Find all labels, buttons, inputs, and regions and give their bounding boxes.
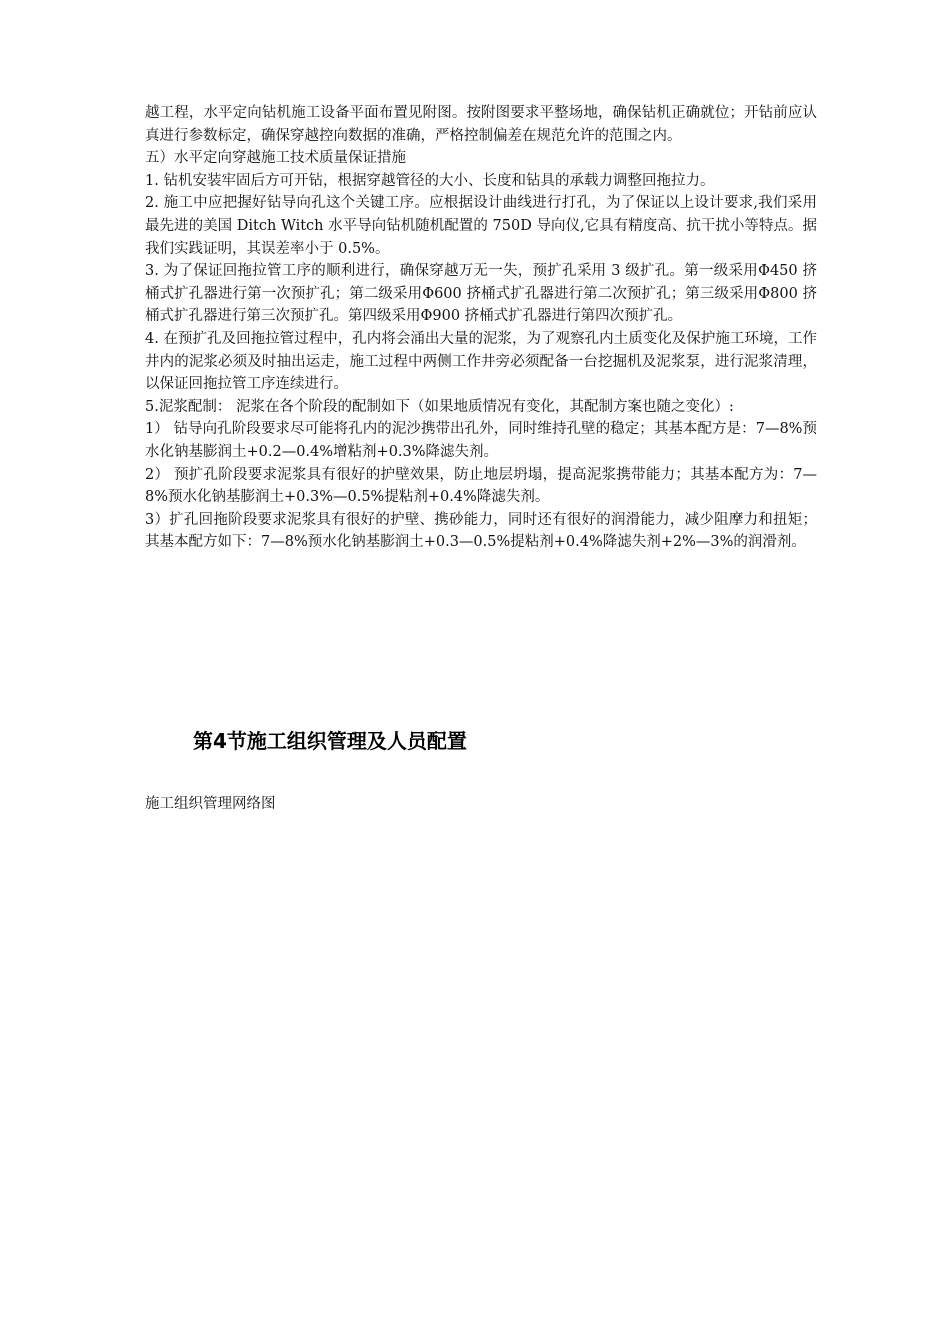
body-text bbox=[145, 102, 817, 554]
paragraph-subtitle: 五）水平定向穿越施工技术质量保证措施 bbox=[145, 150, 406, 167]
paragraph-mud-stage-3: 3）扩孔回拖阶段要求泥浆具有很好的护壁、携砂能力，同时还有很好的润滑能力，减少阻摩力和扭矩；其基本配方如下：7—8%预水化钠基膨润土+0.3—0.5%提粘剂+0.4%降滤失剂+2%—3%的润滑剂。 bbox=[145, 511, 817, 551]
paragraph-mud-stage-2: 2） 预扩孔阶段要求泥浆具有很好的护壁效果，防止地层坍塌，提高泥浆携带能力；其基本配方为：7—8%预水化钠基膨润土+0.3%—0.5%提粘剂+0.4%降滤失剂。 bbox=[145, 466, 817, 506]
figure-caption: 施工组织管理网络图 bbox=[145, 796, 276, 812]
paragraph-mud-stage-1: 1） 钻导向孔阶段要求尽可能将孔内的泥沙携带出孔外，同时维持孔壁的稳定；其基本配方是：7—8%预水化钠基膨润土+0.2—0.4%增粘剂+0.3%降滤失剂。 bbox=[145, 421, 817, 460]
paragraph-item-3: 3. 为了保证回拖拉管工序的顺利进行，确保穿越万无一失，预扩孔采用 3 级扩孔。第一级采用Φ450 挤桶式扩孔器进行第一次预扩孔；第二级采用Φ600 挤桶式扩孔器进行第二次预扩孔；第三级采用Φ800 挤桶式扩孔器进行第三次预扩孔。第四级采用Φ900 挤桶式扩孔器进行第四次预扩孔。 bbox=[145, 263, 817, 325]
paragraph-intro: 越工程，水平定向钻机施工设备平面布置见附图。按附图要求平整场地，确保钻机正确就位；开钻前应认真进行参数标定，确保穿越控向数据的准确，严格控制偏差在规范允许的范围之内。 bbox=[145, 105, 817, 144]
paragraph-item-1: 1. 钻机安装牢固后方可开钻，根据穿越管径的大小、长度和钻具的承载力调整回拖拉力。 bbox=[145, 172, 715, 189]
paragraph-item-5: 5.泥浆配制： 泥浆在各个阶段的配制如下（如果地质情况有变化，其配制方案也随之变化）: bbox=[145, 398, 734, 415]
paragraph-item-4: 4. 在预扩孔及回拖拉管过程中，孔内将会涌出大量的泥浆，为了观察孔内土质变化及保护施工环境，工作井内的泥浆必须及时抽出运走，施工过程中两侧工作井旁必须配备一台挖掘机及泥浆泵，进行泥浆清理，以保证回拖拉管工序连续进行。 bbox=[145, 330, 817, 393]
paragraph-item-2: 2. 施工中应把握好钻导向孔这个关键工序。应根据设计曲线进行打孔，为了保证以上设计要求,我们采用最先进的美国 Ditch Witch 水平导向钻机随机配置的 750D 导向仪,它具有精度高、抗干扰小等特点。据我们实践证明，其误差率小于 0.5%。 bbox=[145, 195, 817, 257]
section-heading: 第4节施工组织管理及人员配置 bbox=[193, 729, 467, 753]
